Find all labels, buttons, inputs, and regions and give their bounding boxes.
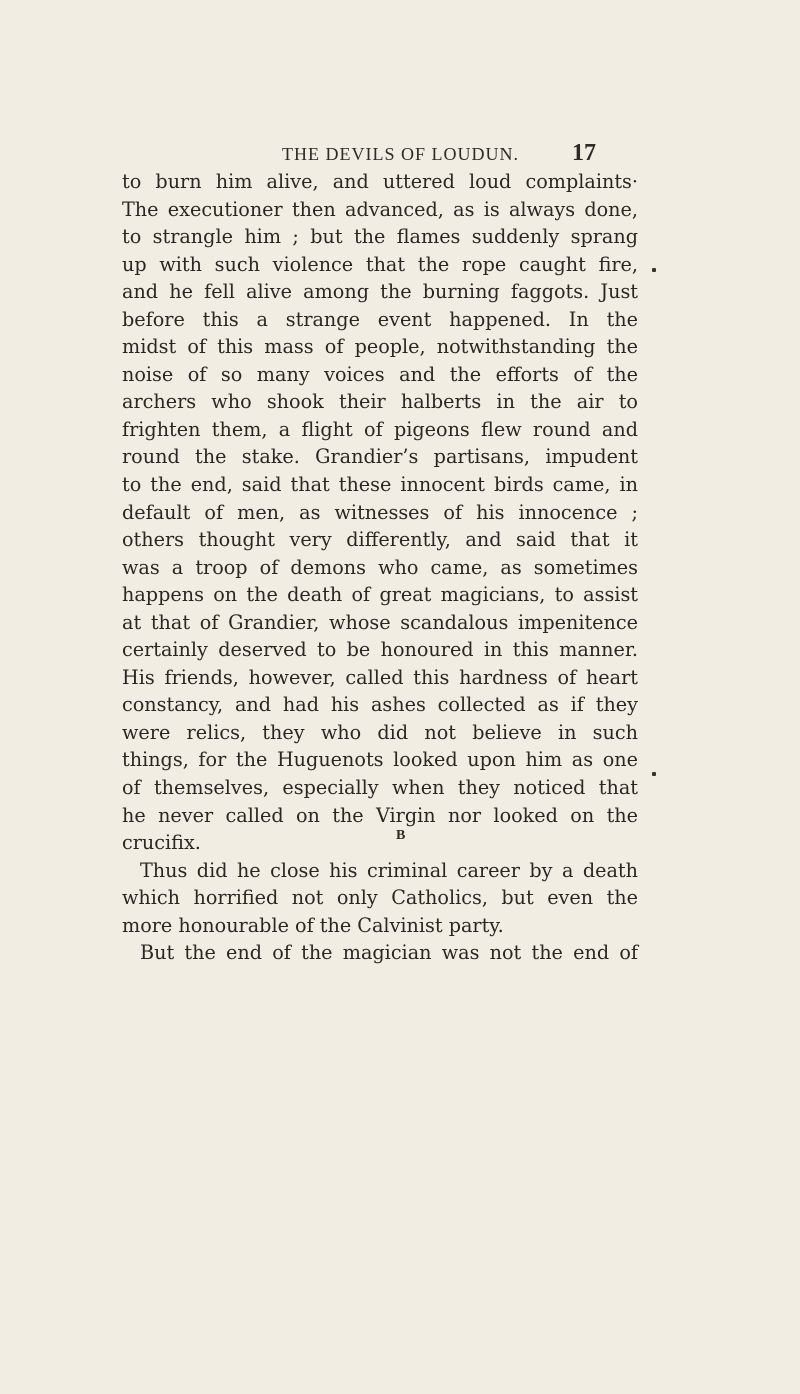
text-line: crucifix. bbox=[122, 831, 201, 855]
text-line: Thus did he close his criminal career by a death bbox=[140, 858, 638, 882]
body-text bbox=[122, 168, 638, 967]
text-line: at that of Grandier, whose scandalous impenitence bbox=[122, 610, 638, 634]
text-line: more honourable of the Calvinist party. bbox=[122, 913, 504, 937]
signature-mark: B bbox=[396, 828, 406, 843]
text-line: others thought very differently, and said that it bbox=[122, 528, 638, 552]
text-line: of themselves, especially when they noticed that bbox=[122, 776, 638, 800]
text-line: things, for the Huguenots looked upon him as one bbox=[122, 748, 638, 772]
text-line: frighten them, a flight of pigeons flew round and bbox=[122, 417, 638, 441]
text-line: before this a strange event happened. In the bbox=[122, 307, 638, 331]
text-line: which horrified not only Catholics, but even the bbox=[122, 886, 638, 910]
text-line: and he fell alive among the burning faggots. Just bbox=[122, 280, 638, 304]
text-line: default of men, as witnesses of his innocence ; bbox=[122, 500, 638, 524]
text-line: constancy, and had his ashes collected as if they bbox=[122, 693, 638, 717]
page-number: 17 bbox=[572, 140, 596, 166]
margin-speck bbox=[652, 772, 656, 776]
text-line: midst of this mass of people, notwithstanding the bbox=[122, 335, 638, 359]
text-line: up with such violence that the rope caught fire, bbox=[122, 252, 638, 276]
text-line: to burn him alive, and uttered loud complaints· bbox=[122, 170, 638, 193]
text-line: noise of so many voices and the efforts of the bbox=[122, 362, 638, 386]
text-line: to the end, said that these innocent birds came, in bbox=[122, 473, 638, 497]
text-line: happens on the death of great magicians, to assist bbox=[122, 583, 638, 607]
margin-speck bbox=[652, 268, 656, 272]
text-line: His friends, however, called this hardness of heart bbox=[122, 665, 638, 689]
text-line: was a troop of demons who came, as sometimes bbox=[122, 555, 638, 579]
text-line: archers who shook their halberts in the air to bbox=[122, 390, 638, 414]
text-line: But the end of the magician was not the end of bbox=[140, 941, 638, 965]
text-line: to strangle him ; but the flames suddenly sprang bbox=[122, 225, 638, 249]
text-line: were relics, they who did not believe in such bbox=[122, 720, 638, 744]
running-head: THE DEVILS OF LOUDUN. bbox=[282, 144, 519, 164]
text-line: The executioner then advanced, as is always done, bbox=[122, 197, 638, 221]
text-line: he never called on the Virgin nor looked on the bbox=[122, 803, 638, 827]
text-line: round the stake. Grandier’s partisans, impudent bbox=[122, 445, 638, 469]
text-line: certainly deserved to be honoured in this manner. bbox=[122, 638, 638, 662]
